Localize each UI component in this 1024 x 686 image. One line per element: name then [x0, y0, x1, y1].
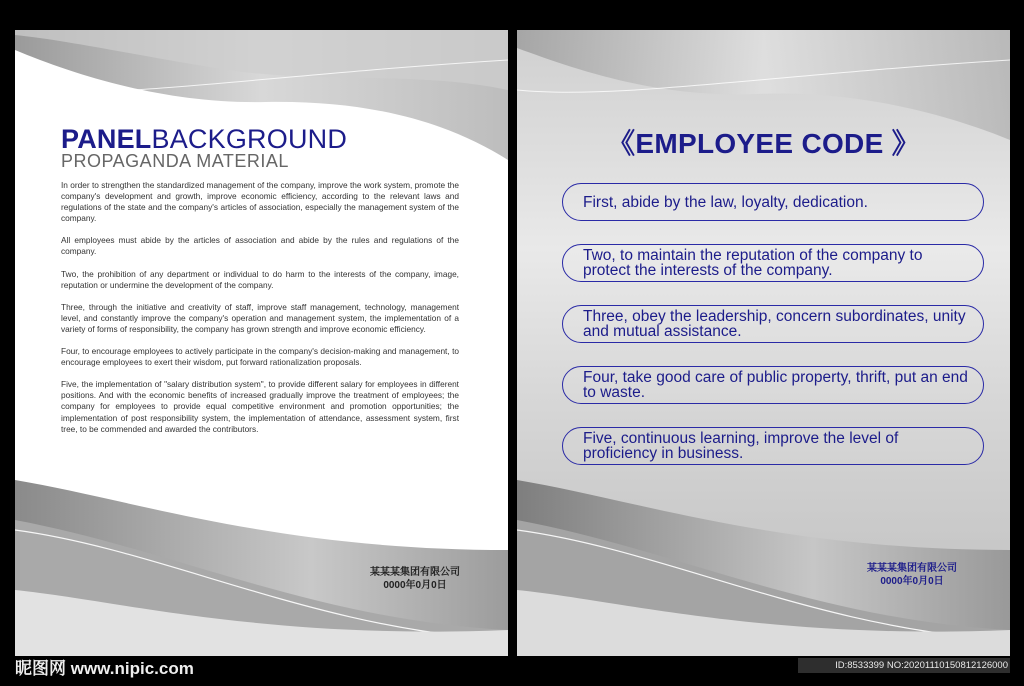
code-item: [562, 427, 984, 465]
right-panel: [517, 30, 1010, 656]
code-item: [562, 305, 984, 343]
code-item: [562, 183, 984, 221]
left-footer: [365, 566, 465, 592]
paragraph: Three, through the initiative and creativity of staff, improve staff management, technology, management level, and constantly improve the company's operation and management system, the implementation of a variety of forms of responsibility, the company has grown strength and improve economic efficiency.: [61, 301, 459, 334]
code-item: [562, 366, 984, 404]
code-item-text: First, abide by the law, loyalty, dedication.: [583, 193, 868, 211]
id-watermark: ID:8533399 NO:20201110150812126000: [798, 658, 1010, 673]
body-text: [61, 180, 459, 446]
right-footer: [847, 562, 977, 588]
heading-bold: PANEL: [61, 124, 152, 154]
code-item-text: Three, obey the leadership, concern subordinates, unity and mutual assistance.: [583, 308, 966, 340]
company-name: 某某某集团有限公司: [370, 567, 460, 578]
code-list: [562, 183, 984, 488]
paragraph: Four, to encourage employees to actively participate in the company's decision-making and management, to encourage employees to exert their wisdom, put forward rationalization proposals.: [61, 346, 459, 368]
paragraph: All employees must abide by the articles of association and abide by the rules and regulations of the company.: [61, 235, 459, 257]
code-item-text: Five, continuous learning, improve the level of proficiency in business.: [583, 430, 899, 462]
code-item-text: Two, to maintain the reputation of the company to protect the interests of the company.: [583, 247, 923, 279]
date: 0000年0月0日: [383, 580, 447, 591]
heading-light: BACKGROUND: [151, 124, 348, 154]
paragraph: Two, the prohibition of any department or individual to do harm to the interests of the company, image, reputation or undermine the development of the company.: [61, 268, 459, 290]
subheading: PROPAGANDA MATERIAL: [61, 151, 289, 171]
employee-code-title: 《EMPLOYEE CODE 》: [607, 128, 920, 159]
paragraph: In order to strengthen the standardized management of the company, improve the work system, promote the company's development and growth, improve economic efficiency, according to the relevant laws and regulations of the state and the company's articles of association, especially the management system of the company.: [61, 180, 459, 224]
left-panel: [15, 30, 508, 656]
site-watermark: 昵图网 www.nipic.com: [15, 659, 194, 678]
panel-heading: [61, 125, 347, 171]
date: 0000年0月0日: [880, 576, 944, 587]
code-item: [562, 244, 984, 282]
paragraph: Five, the implementation of "salary distribution system", to provide different salary for employees in different positions. And with the economic benefits of increased gradually improve the treatment of employees; the company for employees to provide equal competitive environment and promotion opportunities; the implementation of post responsibility system, the implementation of attendance, assessment system, first tree, to be commended and awarded the contributors.: [61, 379, 459, 434]
company-name: 某某某集团有限公司: [867, 563, 957, 574]
code-item-text: Four, take good care of public property, thrift, put an end to waste.: [583, 369, 968, 401]
